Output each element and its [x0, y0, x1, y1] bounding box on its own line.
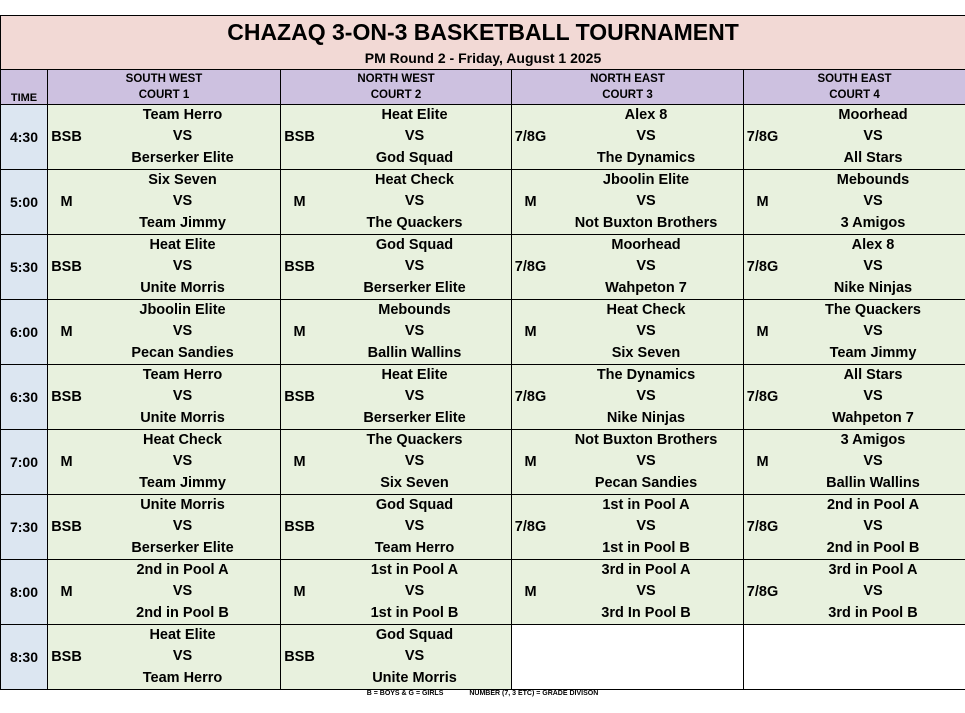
game-content: [48, 561, 280, 624]
game-content: [281, 171, 511, 234]
division-label: 7/8G: [514, 259, 547, 275]
game-cell: [744, 105, 965, 170]
vs-label: VS: [863, 388, 883, 405]
vs-label: VS: [404, 323, 425, 340]
team-1: Heat Check: [606, 301, 686, 318]
team-2: Unite Morris: [140, 409, 225, 426]
game-content: [744, 431, 965, 494]
court-area-label: SOUTH WEST: [125, 73, 203, 85]
team-2: Team Jimmy: [829, 344, 917, 361]
team-1: The Quackers: [825, 301, 921, 318]
matchup: [549, 300, 743, 365]
game-cell: [512, 235, 744, 300]
game-cell: [48, 495, 281, 560]
division-label: BSB: [51, 649, 82, 665]
vs-label: VS: [404, 128, 425, 145]
division-label: M: [60, 324, 73, 340]
matchup: [781, 495, 965, 560]
time-slot: 8:00: [1, 560, 48, 625]
division-label: 7/8G: [746, 129, 779, 145]
division-label: M: [293, 194, 306, 210]
game-content: [48, 106, 280, 169]
game-cell: [48, 560, 281, 625]
matchup: [318, 560, 511, 625]
team-2: Unite Morris: [140, 279, 225, 296]
page-title: CHAZAQ 3-ON-3 BASKETBALL TOURNAMENT: [0, 15, 965, 47]
team-1: Not Buxton Brothers: [574, 431, 718, 448]
vs-label: VS: [636, 388, 656, 405]
team-1: God Squad: [375, 236, 454, 253]
division-label: BSB: [51, 129, 82, 145]
time-slot: 7:30: [1, 495, 48, 560]
game-content: [48, 626, 280, 689]
vs-label: VS: [404, 388, 425, 405]
matchup: [781, 365, 965, 430]
vs-label: VS: [863, 258, 883, 275]
division-label: 7/8G: [746, 519, 779, 535]
matchup: [781, 170, 965, 235]
division-label: M: [293, 324, 306, 340]
matchup: [781, 300, 965, 365]
game-cell: [512, 105, 744, 170]
game-content: [512, 171, 743, 234]
team-1: Unite Morris: [140, 496, 225, 513]
team-2: Ballin Wallins: [367, 344, 462, 361]
vs-label: VS: [172, 583, 193, 600]
matchup: [549, 495, 743, 560]
legend-gender: B = BOYS & G = GIRLS: [366, 690, 444, 697]
division-label: M: [60, 584, 73, 600]
schedule-table: [0, 69, 965, 690]
division-label: BSB: [284, 259, 315, 275]
team-1: 3rd in Pool A: [601, 561, 691, 578]
team-1: 3 Amigos: [840, 431, 906, 448]
game-cell: [281, 560, 512, 625]
team-2: All Stars: [843, 149, 903, 166]
game-content: [512, 561, 743, 624]
game-cell: [281, 430, 512, 495]
game-cell: [48, 365, 281, 430]
time-slot: 5:00: [1, 170, 48, 235]
court-area-label: NORTH WEST: [357, 73, 435, 85]
team-2: 3rd in Pool B: [828, 604, 918, 621]
court-1-header: [48, 70, 281, 105]
division-label: BSB: [284, 129, 315, 145]
matchup: [318, 625, 511, 690]
division-label: M: [756, 194, 769, 210]
vs-label: VS: [404, 583, 425, 600]
team-1: Alex 8: [851, 236, 895, 253]
schedule-row: [1, 170, 965, 235]
matchup: [318, 170, 511, 235]
game-cell: [281, 625, 512, 690]
division-label: 7/8G: [514, 389, 547, 405]
game-cell: [744, 495, 965, 560]
team-2: Six Seven: [611, 344, 681, 361]
matchup: [85, 300, 280, 365]
matchup: [318, 235, 511, 300]
court-area-label: NORTH EAST: [590, 73, 665, 85]
team-1: Moorhead: [838, 106, 908, 123]
matchup: [85, 365, 280, 430]
court-number-label: COURT 2: [370, 89, 422, 101]
vs-label: VS: [636, 583, 656, 600]
court-number-label: COURT 1: [138, 89, 190, 101]
game-cell: [512, 495, 744, 560]
team-2: The Quackers: [366, 214, 463, 231]
schedule-row: [1, 430, 965, 495]
team-2: 3 Amigos: [840, 214, 906, 231]
game-content: [744, 366, 965, 429]
team-2: 2nd in Pool B: [136, 604, 229, 621]
court-3-header: [512, 70, 744, 105]
court-area-label: SOUTH EAST: [817, 73, 892, 85]
division-label: BSB: [51, 519, 82, 535]
matchup: [549, 170, 743, 235]
game-cell: [281, 495, 512, 560]
matchup: [85, 495, 280, 560]
team-1: The Quackers: [366, 431, 463, 448]
matchup: [85, 170, 280, 235]
vs-label: VS: [636, 193, 656, 210]
game-cell: [744, 560, 965, 625]
game-content: [48, 301, 280, 364]
team-2: God Squad: [375, 149, 454, 166]
game-cell: [744, 300, 965, 365]
game-content: [744, 561, 965, 624]
team-1: Six Seven: [148, 171, 217, 188]
time-column-header: TIME: [1, 70, 48, 105]
vs-label: VS: [863, 193, 883, 210]
game-cell: [48, 170, 281, 235]
vs-label: VS: [636, 128, 656, 145]
team-2: Pecan Sandies: [594, 474, 698, 491]
vs-label: VS: [863, 453, 883, 470]
time-slot: 8:30: [1, 625, 48, 690]
game-content: [281, 366, 511, 429]
game-cell: [281, 105, 512, 170]
vs-label: VS: [404, 193, 425, 210]
game-cell: [744, 235, 965, 300]
game-cell: [48, 105, 281, 170]
schedule-row: [1, 105, 965, 170]
game-cell: [48, 430, 281, 495]
game-content: [512, 106, 743, 169]
matchup: [549, 235, 743, 300]
team-1: 2nd in Pool A: [136, 561, 229, 578]
vs-label: VS: [404, 258, 425, 275]
matchup: [549, 560, 743, 625]
game-cell: [281, 300, 512, 365]
division-label: 7/8G: [514, 519, 547, 535]
team-1: Mebounds: [836, 171, 910, 188]
schedule-row: [1, 560, 965, 625]
vs-label: VS: [636, 453, 656, 470]
division-label: M: [293, 454, 306, 470]
game-content: [281, 431, 511, 494]
team-1: Heat Elite: [149, 626, 216, 643]
team-1: Alex 8: [624, 106, 668, 123]
team-2: Team Jimmy: [139, 474, 226, 491]
game-content: [281, 561, 511, 624]
division-label: M: [293, 584, 306, 600]
matchup: [318, 365, 511, 430]
game-cell: [281, 170, 512, 235]
court-4-header: [744, 70, 965, 105]
game-content: [512, 301, 743, 364]
game-content: [744, 171, 965, 234]
team-2: 3rd In Pool B: [601, 604, 691, 621]
court-2-header: [281, 70, 512, 105]
game-cell: [281, 235, 512, 300]
team-2: Wahpeton 7: [605, 279, 687, 296]
team-1: The Dynamics: [596, 366, 696, 383]
game-cell: [48, 625, 281, 690]
division-label: M: [60, 454, 73, 470]
game-cell: [744, 430, 965, 495]
team-2: 2nd in Pool B: [826, 539, 920, 556]
team-1: Jboolin Elite: [602, 171, 690, 188]
matchup: [85, 625, 280, 690]
matchup: [85, 560, 280, 625]
time-slot: 6:00: [1, 300, 48, 365]
game-content: [512, 496, 743, 559]
game-content: [512, 366, 743, 429]
team-2: Berserker Elite: [363, 409, 466, 426]
game-content: [281, 626, 511, 689]
game-content: [48, 431, 280, 494]
division-label: BSB: [51, 259, 82, 275]
team-2: Wahpeton 7: [832, 409, 914, 426]
team-2: Pecan Sandies: [131, 344, 234, 361]
vs-label: VS: [404, 648, 425, 665]
matchup: [781, 105, 965, 170]
team-1: Heat Elite: [381, 106, 448, 123]
time-slot: 5:30: [1, 235, 48, 300]
time-slot: 6:30: [1, 365, 48, 430]
division-label: M: [756, 454, 769, 470]
game-content: [48, 236, 280, 299]
game-content: [744, 301, 965, 364]
page-subtitle: PM Round 2 - Friday, August 1 2025: [0, 47, 965, 69]
matchup: [549, 430, 743, 495]
team-2: Berserker Elite: [131, 149, 234, 166]
team-1: 1st in Pool A: [370, 561, 459, 578]
matchup: [781, 235, 965, 300]
game-cell: [48, 235, 281, 300]
division-label: M: [756, 324, 769, 340]
game-cell: [512, 170, 744, 235]
legend-grade: NUMBER (7, 3 ETC) = GRADE DIVISON: [469, 690, 599, 697]
game-content: [512, 431, 743, 494]
schedule-body: [1, 105, 965, 690]
legend-footer: [0, 690, 965, 697]
team-1: 3rd in Pool A: [828, 561, 918, 578]
team-1: All Stars: [843, 366, 903, 383]
game-content: [512, 236, 743, 299]
matchup: [318, 105, 511, 170]
vs-label: VS: [636, 518, 656, 535]
game-cell: [48, 300, 281, 365]
game-cell: [512, 300, 744, 365]
division-label: 7/8G: [746, 259, 779, 275]
division-label: M: [524, 324, 537, 340]
team-2: Ballin Wallins: [826, 474, 920, 491]
team-1: Moorhead: [611, 236, 681, 253]
team-1: Heat Elite: [381, 366, 448, 383]
game-cell: [512, 365, 744, 430]
division-label: M: [60, 194, 73, 210]
vs-label: VS: [172, 258, 193, 275]
vs-label: VS: [404, 518, 425, 535]
game-content: [744, 496, 965, 559]
division-label: M: [524, 454, 537, 470]
game-content: [48, 496, 280, 559]
game-content: [744, 106, 965, 169]
empty-game-cell: [512, 625, 744, 690]
court-number-label: COURT 3: [602, 89, 653, 101]
matchup: [781, 430, 965, 495]
empty-game-cell: [744, 625, 965, 690]
vs-label: VS: [863, 323, 883, 340]
header-row: [1, 70, 965, 105]
team-2: Team Jimmy: [139, 214, 226, 231]
matchup: [781, 560, 965, 625]
division-label: BSB: [284, 649, 315, 665]
game-cell: [744, 365, 965, 430]
team-2: Berserker Elite: [363, 279, 466, 296]
game-content: [281, 236, 511, 299]
schedule-row: [1, 235, 965, 300]
team-1: God Squad: [375, 626, 454, 643]
team-1: 1st in Pool A: [602, 496, 690, 513]
team-2: 1st in Pool B: [602, 539, 690, 556]
vs-label: VS: [172, 193, 193, 210]
division-label: M: [524, 584, 537, 600]
matchup: [318, 430, 511, 495]
team-1: Jboolin Elite: [139, 301, 226, 318]
matchup: [318, 495, 511, 560]
game-content: [281, 301, 511, 364]
game-content: [281, 106, 511, 169]
game-content: [48, 366, 280, 429]
vs-label: VS: [863, 583, 883, 600]
matchup: [549, 105, 743, 170]
team-2: Nike Ninjas: [606, 409, 686, 426]
game-cell: [512, 430, 744, 495]
team-2: Unite Morris: [372, 669, 457, 686]
team-1: Heat Check: [375, 171, 454, 188]
schedule-row: [1, 495, 965, 560]
vs-label: VS: [863, 128, 883, 145]
matchup: [85, 235, 280, 300]
game-content: [744, 236, 965, 299]
division-label: M: [524, 194, 537, 210]
vs-label: VS: [172, 128, 193, 145]
team-1: Mebounds: [378, 301, 451, 318]
game-content: [48, 171, 280, 234]
game-content: [281, 496, 511, 559]
matchup: [85, 430, 280, 495]
time-slot: 7:00: [1, 430, 48, 495]
matchup: [85, 105, 280, 170]
court-number-label: COURT 4: [829, 89, 880, 101]
team-1: Heat Elite: [149, 236, 216, 253]
team-2: Team Herro: [142, 669, 223, 686]
time-slot: 4:30: [1, 105, 48, 170]
schedule-row: [1, 365, 965, 430]
vs-label: VS: [172, 453, 193, 470]
vs-label: VS: [404, 453, 425, 470]
team-2: The Dynamics: [596, 149, 696, 166]
team-2: Team Herro: [374, 539, 455, 556]
vs-label: VS: [863, 518, 883, 535]
team-2: Berserker Elite: [131, 539, 234, 556]
division-label: 7/8G: [746, 584, 779, 600]
matchup: [549, 365, 743, 430]
vs-label: VS: [172, 648, 193, 665]
game-cell: [744, 170, 965, 235]
division-label: BSB: [51, 389, 82, 405]
team-2: Six Seven: [380, 474, 449, 491]
game-cell: [281, 365, 512, 430]
team-2: Nike Ninjas: [833, 279, 913, 296]
game-cell: [512, 560, 744, 625]
team-1: Heat Check: [143, 431, 222, 448]
matchup: [318, 300, 511, 365]
vs-label: VS: [172, 388, 193, 405]
schedule-row: [1, 625, 965, 690]
team-1: Team Herro: [142, 366, 223, 383]
team-1: God Squad: [375, 496, 454, 513]
team-1: Team Herro: [142, 106, 223, 123]
division-label: 7/8G: [514, 129, 547, 145]
vs-label: VS: [636, 323, 656, 340]
schedule-row: [1, 300, 965, 365]
division-label: 7/8G: [746, 389, 779, 405]
division-label: BSB: [284, 389, 315, 405]
team-2: Not Buxton Brothers: [574, 214, 718, 231]
vs-label: VS: [636, 258, 656, 275]
division-label: BSB: [284, 519, 315, 535]
team-1: 2nd in Pool A: [826, 496, 920, 513]
vs-label: VS: [172, 323, 193, 340]
vs-label: VS: [172, 518, 193, 535]
team-2: 1st in Pool B: [370, 604, 459, 621]
